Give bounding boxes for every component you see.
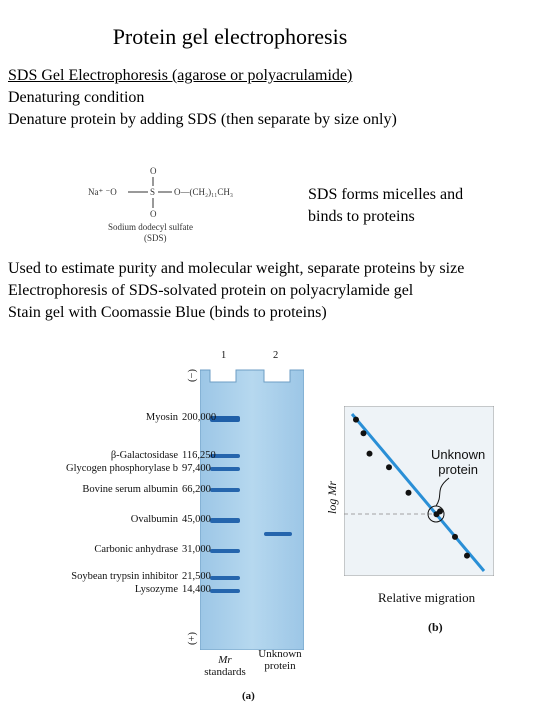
migration-plot bbox=[325, 400, 540, 640]
text-line-used-to-estimate: Used to estimate purity and molecular weight, separate proteins by size bbox=[8, 260, 465, 277]
band-glycogen-phosphorylase bbox=[210, 467, 240, 471]
sds-note bbox=[308, 184, 463, 228]
marker-name: Glycogen phosphorylase b bbox=[66, 463, 178, 474]
annotation-line1: Unknown bbox=[431, 447, 486, 462]
sds-note-line1: SDS forms micelles and bbox=[308, 186, 464, 203]
marker-mw: 14,400 bbox=[182, 584, 211, 595]
lane-number-1: 1 bbox=[221, 350, 227, 361]
marker-name: Soybean trypsin inhibitor bbox=[71, 571, 178, 582]
data-point bbox=[361, 430, 367, 436]
marker-mw: 97,400 bbox=[182, 463, 211, 474]
data-point bbox=[367, 451, 373, 457]
marker-mw: 66,200 bbox=[182, 484, 211, 495]
marker-name: Bovine serum albumin bbox=[82, 484, 178, 495]
lane2-caption-protein: protein bbox=[264, 660, 296, 672]
data-point bbox=[406, 490, 412, 496]
sds-name-line1: Sodium dodecyl sulfate bbox=[108, 222, 193, 232]
marker-name: Lysozyme bbox=[134, 584, 178, 595]
lane1-caption-mr: Mr bbox=[218, 654, 232, 666]
band-soybean-trypsin bbox=[210, 576, 240, 580]
text-line-electrophoresis: Electrophoresis of SDS-solvated protein on polyacrylamide gel bbox=[8, 282, 414, 299]
lane2-caption-unknown: Unknown bbox=[258, 648, 302, 660]
unknown-protein-annotation bbox=[431, 447, 485, 477]
data-point bbox=[386, 464, 392, 470]
plot-ylabel: log Mr bbox=[325, 481, 339, 514]
band-ovalbumin bbox=[210, 518, 240, 523]
marker-mw: 21,500 bbox=[182, 571, 211, 582]
sds-formula-right: O—(CH₂)₁₁CH₃ bbox=[174, 187, 234, 197]
sds-formula-left: Na⁺ ⁻O bbox=[88, 187, 117, 197]
marker-mw: 31,000 bbox=[182, 544, 211, 555]
unknown-data-point bbox=[434, 511, 440, 517]
band-lysozyme bbox=[210, 589, 240, 593]
sds-oxygen-bottom: O bbox=[150, 209, 157, 219]
marker-name: β-Galactosidase bbox=[110, 450, 178, 461]
plot-area bbox=[344, 406, 494, 576]
text-line-denaturing: Denaturing condition bbox=[8, 89, 145, 106]
plus-electrode: (+) bbox=[186, 632, 198, 645]
plot-xlabel: Relative migration bbox=[378, 590, 476, 605]
marker-name: Ovalbumin bbox=[130, 514, 178, 525]
sds-structure-diagram bbox=[88, 160, 288, 250]
band-carbonic-anhydrase bbox=[210, 549, 240, 553]
sds-name-line2: (SDS) bbox=[144, 233, 167, 243]
band-bsa bbox=[210, 488, 240, 492]
sds-oxygen-top: O bbox=[150, 166, 157, 176]
sds-formula-s: S bbox=[150, 187, 156, 197]
annotation-line2: protein bbox=[438, 462, 478, 477]
lane-number-2: 2 bbox=[273, 350, 279, 361]
sds-note-line2: binds to proteins bbox=[308, 208, 415, 225]
text-line-stain-gel: Stain gel with Coomassie Blue (binds to proteins) bbox=[8, 304, 327, 321]
data-point bbox=[353, 417, 359, 423]
panel-label-a: (a) bbox=[242, 690, 255, 702]
gel-slab bbox=[200, 364, 304, 650]
data-point bbox=[464, 553, 470, 559]
gel-figure bbox=[0, 340, 330, 720]
text-line-denature-protein: Denature protein by adding SDS (then separate by size only) bbox=[8, 111, 397, 128]
text-line-sds-gel: SDS Gel Electrophoresis (agarose or polyacrulamide) bbox=[8, 67, 353, 84]
page-title: Protein gel electrophoresis bbox=[112, 24, 348, 49]
marker-mw: 200,000 bbox=[182, 412, 217, 423]
marker-name: Myosin bbox=[145, 412, 178, 423]
band-unknown-protein bbox=[264, 532, 292, 536]
marker-mw: 45,000 bbox=[182, 514, 211, 525]
panel-label-b: (b) bbox=[428, 620, 443, 634]
lane1-caption-standards: standards bbox=[204, 666, 246, 678]
marker-name: Carbonic anhydrase bbox=[94, 544, 178, 555]
marker-mw: 116,250 bbox=[182, 450, 216, 461]
minus-electrode: (−) bbox=[186, 369, 198, 382]
data-point bbox=[452, 534, 458, 540]
